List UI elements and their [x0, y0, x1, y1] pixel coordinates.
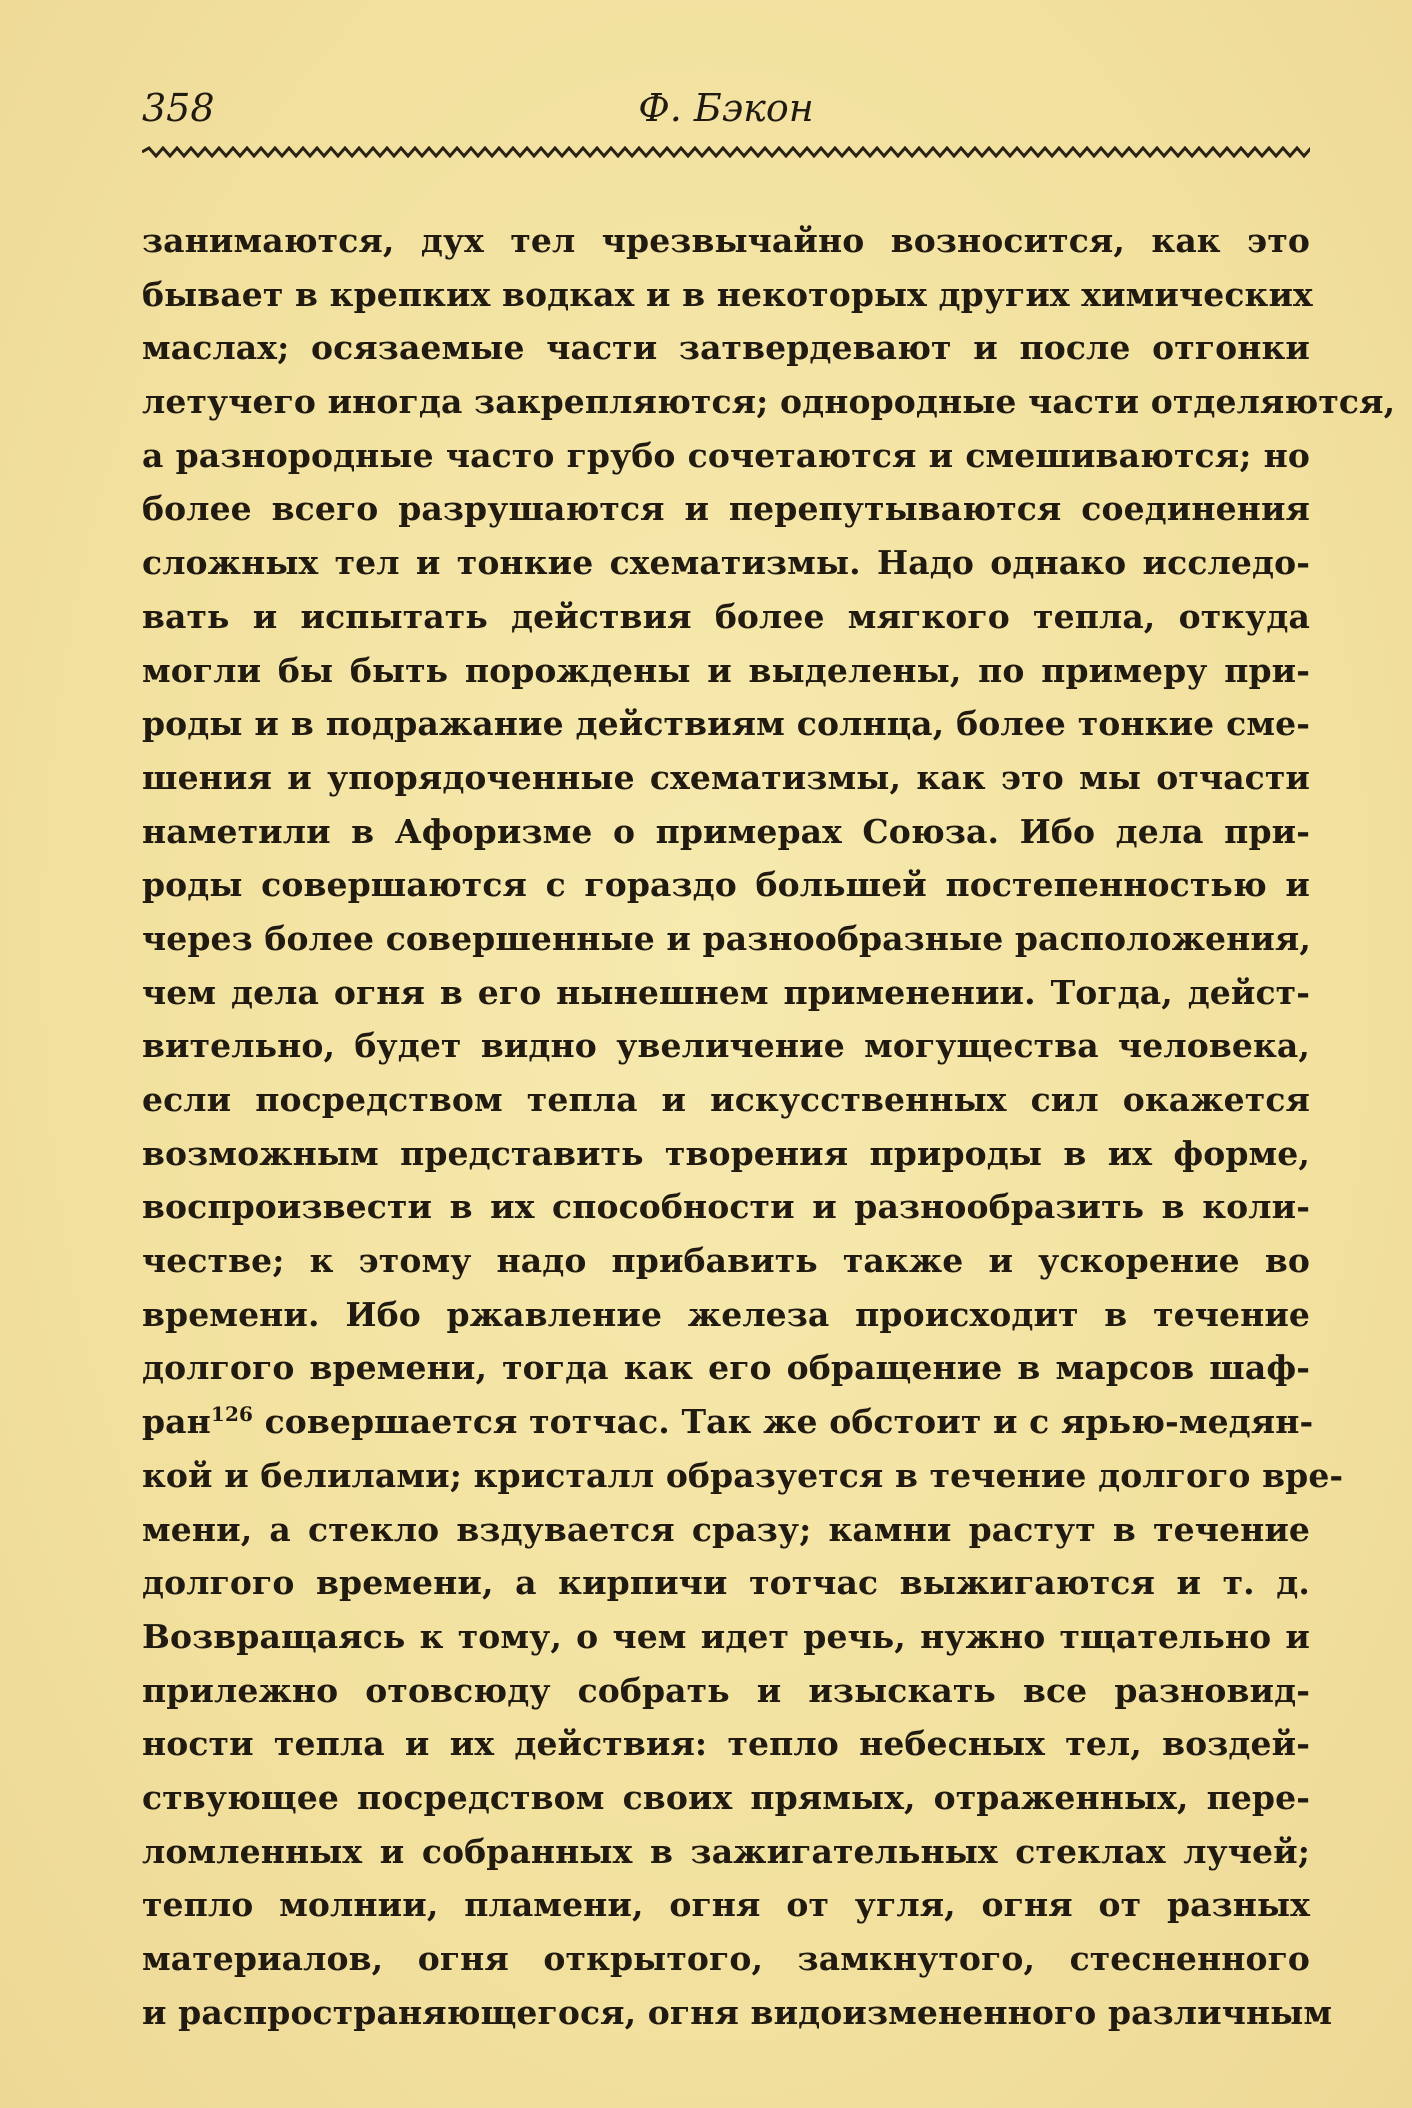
text-line-10: роды и в подражание действиям солнца, более тонкие сме- — [142, 704, 1310, 744]
text-line-26: долгого времени, а кирпичи тотчас выжигаются и т. д. — [142, 1563, 1310, 1603]
text-line-34: и распространяющегося, огня видоизмененного различным — [142, 1992, 1333, 2032]
text-line-14: через более совершенные и разнообразные расположения, — [142, 918, 1311, 958]
text-line-5: а разнородные часто грубо сочетаются и смешиваются; но — [142, 435, 1310, 475]
text-line-4: летучего иногда закрепляются; однородные части отделяются, — [142, 382, 1396, 422]
text-line-18: возможным представить творения природы в их форме, — [142, 1133, 1310, 1173]
text-line-17: если посредством тепла и искусственных сил окажется — [142, 1080, 1310, 1119]
text-line-21: времени. Ибо ржавление железа происходит в течение — [142, 1294, 1310, 1334]
text-line-27: Возвращаясь к тому, о чем идет речь, нужно тщательно и — [142, 1616, 1310, 1656]
text-line-6: более всего разрушаются и перепутываются соединения — [142, 489, 1310, 529]
text-line-7: сложных тел и тонкие схематизмы. Надо однако исследо- — [142, 543, 1310, 583]
text-line-23-end: совершается тотчас. Так же обстоит и с ярью-медян- — [252, 1402, 1314, 1442]
text-line-29: ности тепла и их действия: тепло небесных тел, воздей- — [142, 1724, 1310, 1764]
page-header — [142, 86, 1310, 146]
text-line-19: воспроизвести в их способности и разнообразить в коли- — [142, 1187, 1310, 1227]
text-line-16: вительно, будет видно увеличение могущества человека, — [142, 1026, 1310, 1066]
body-text — [142, 214, 1396, 2039]
text-line-23-start: ран — [142, 1402, 211, 1442]
text-line-23 — [142, 1395, 1314, 1449]
running-head: Ф. Бэкон — [638, 86, 814, 130]
text-line-9: могли бы быть порождены и выделены, по примеру при- — [142, 650, 1310, 690]
text-line-11: шения и упорядоченные схематизмы, как это мы отчасти — [142, 757, 1310, 797]
text-line-8: вать и испытать действия более мягкого тепла, откуда — [142, 596, 1310, 636]
text-line-32: тепло молнии, пламени, огня от угля, огня от разных — [142, 1885, 1310, 1925]
text-line-1: занимаются, дух тел чрезвычайно возносится, как это — [142, 221, 1310, 260]
text-line-3: маслах; осязаемые части затвердевают и после отгонки — [142, 328, 1310, 368]
text-line-30: ствующее посредством своих прямых, отраженных, пере- — [142, 1777, 1310, 1817]
page-number: 358 — [142, 86, 215, 130]
text-line-13: роды совершаются с гораздо большей постепенностью и — [142, 865, 1310, 905]
text-line-2: бывает в крепких водках и в некоторых других химических — [142, 274, 1313, 314]
decorative-wavy-rule — [142, 146, 1310, 158]
text-line-12: наметили в Афоризме о примерах Союза. Ибо дела при- — [142, 811, 1310, 851]
text-line-22: долгого времени, тогда как его обращение в марсов шаф- — [142, 1348, 1310, 1388]
text-line-33: материалов, огня открытого, замкнутого, стесненного — [142, 1939, 1310, 1978]
text-line-15: чем дела огня в его нынешнем применении. Тогда, дейст- — [142, 972, 1310, 1012]
text-line-20: честве; к этому надо прибавить также и ускорение во — [142, 1241, 1310, 1281]
footnote-marker: 126 — [210, 1402, 253, 1427]
text-line-25: мени, а стекло вздувается сразу; камни растут в течение — [142, 1509, 1310, 1549]
text-line-28: прилежно отовсюду собрать и изыскать все разновид- — [142, 1670, 1310, 1710]
text-line-31: ломленных и собранных в зажигательных стеклах лучей; — [142, 1831, 1310, 1871]
text-line-24: кой и белилами; кристалл образуется в течение долгого вре- — [142, 1455, 1344, 1495]
